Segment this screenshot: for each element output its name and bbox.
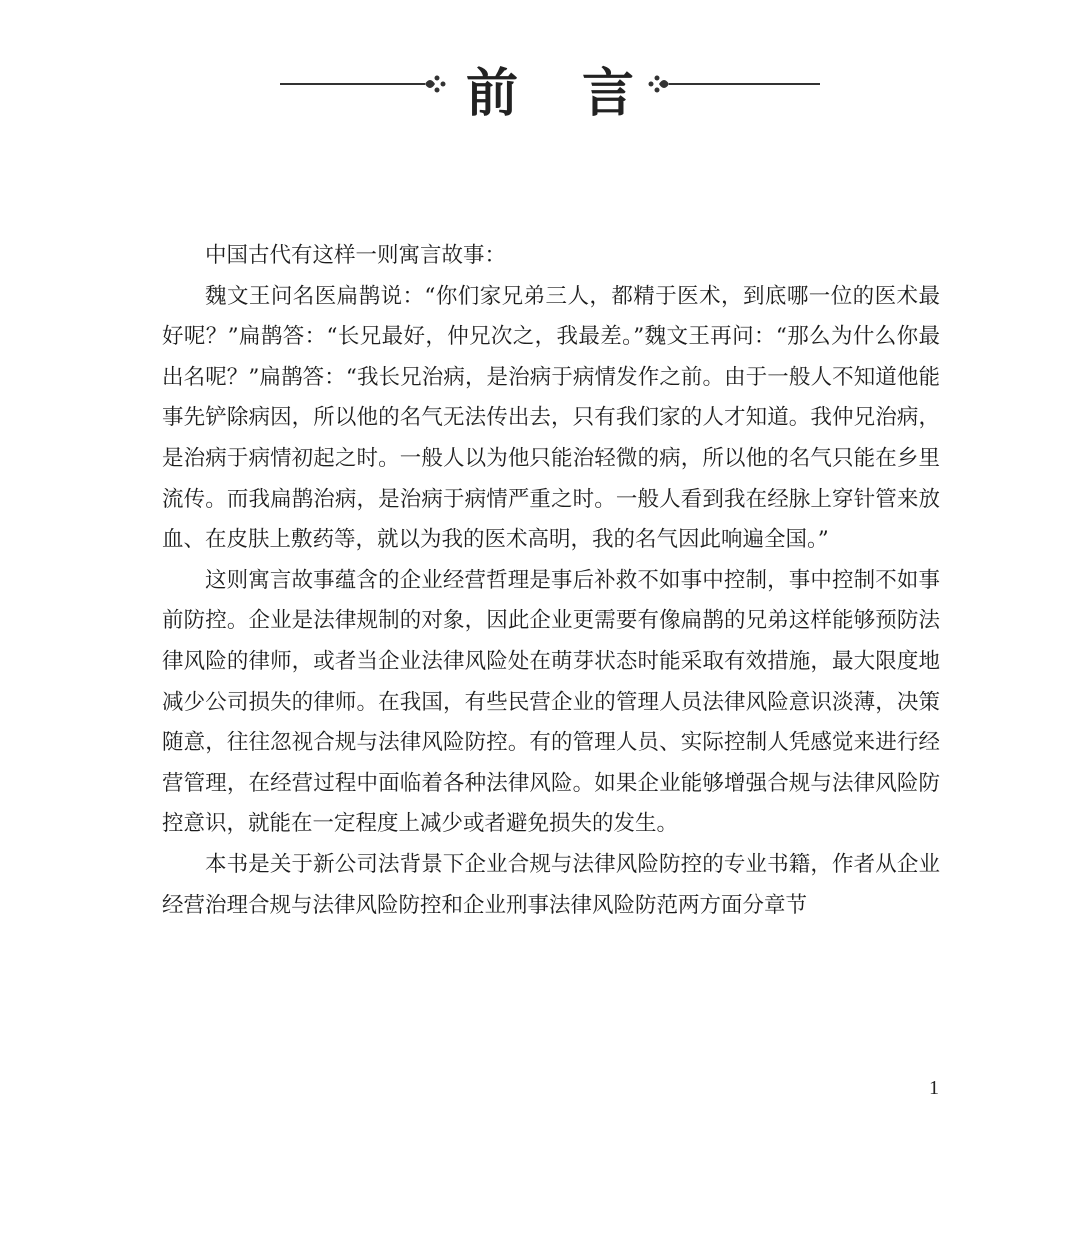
page-header: [0, 48, 1080, 128]
preface-body: [162, 236, 940, 926]
paragraph-book-intro: 本书是关于新公司法背景下企业合规与法律风险防控的专业书籍，作者从企业经营治理合规与法律风险防控和企业刑事法律风险防范两方面分章节: [162, 851, 940, 918]
page-number: 1: [929, 1077, 939, 1099]
left-ornament-icon: [275, 48, 450, 128]
right-ornament-icon: [645, 48, 825, 128]
paragraph-intro: 中国古代有这样一则寓言故事：: [205, 243, 507, 268]
title-char-qian: 前: [465, 62, 518, 124]
page-title: [460, 52, 640, 124]
paragraph-philosophy: 这则寓言故事蕴含的企业经营哲理是事后补救不如事中控制，事中控制不如事前防控。企业是法律规制的对象，因此企业更需要有像扁鹊的兄弟这样能够预防法律风险的律师，或者当企业法律风险处在萌芽状态时能采取有效措施，最大限度地减少公司损失的律师。在我国，有些民营企业的管理人员法律风险意识淡薄，决策随意，往往忽视合规与法律风险防控。有的管理人员、实际控制人凭感觉来进行经营管理，在经营过程中面临着各种法律风险。如果企业能够增强合规与法律风险防控意识，就能在一定程度上减少或者避免损失的发生。: [162, 567, 940, 837]
paragraph-story: 魏文王问名医扁鹊说：“你们家兄弟三人，都精于医术，到底哪一位的医术最好呢？”扁鹊答：“长兄最好，仲兄次之，我最差。”魏文王再问：“那么为什么你最出名呢？”扁鹊答：“我长兄治病，是治病于病情发作之前。由于一般人不知道他能事先铲除病因，所以他的名气无法传出去，只有我们家的人才知道。我仲兄治病，是治病于病情初起之时。一般人以为他只能治轻微的病，所以他的名气只能在乡里流传。而我扁鹊治病，是治病于病情严重之时。一般人看到我在经脉上穿针管来放血、在皮肤上敷药等，就以为我的医术高明，我的名气因此响遍全国。”: [162, 283, 940, 553]
title-char-yan: 言: [581, 62, 634, 124]
